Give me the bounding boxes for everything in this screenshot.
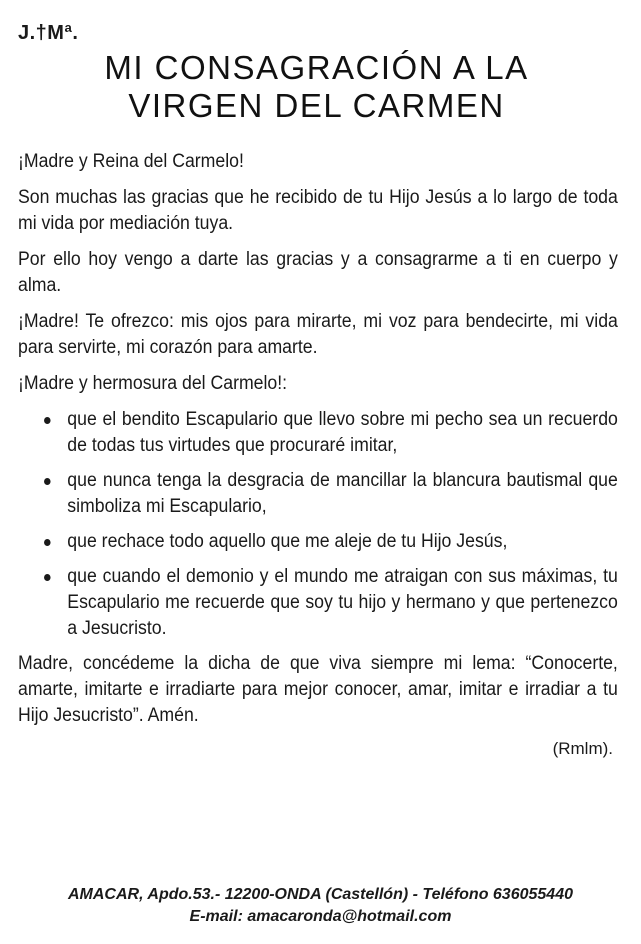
list-item [57,564,618,642]
list-item [57,407,618,459]
list-item [57,529,618,555]
paragraph-invocation: ¡Madre y Reina del Carmelo! [18,151,244,172]
footer-email: E-mail: amacaronda@hotmail.com [189,908,452,925]
list-item-text: que nunca tenga la desgracia de mancillar la blancura bautismal que simboliza mi Escapulario, [67,470,618,517]
paragraph-consagracion: Por ello hoy vengo a darte las gracias y a consagrarme a ti en cuerpo y alma. [18,249,618,296]
list-item-text: que rechace todo aquello que me aleje de tu Hijo Jesús, [67,531,508,552]
petition-list [18,407,618,642]
footer [0,884,641,928]
monogram: J.†Mª. [18,22,79,44]
list-item [57,468,618,520]
page-title [18,49,615,125]
title-line-1: MI CONSAGRACIÓN A LA [104,49,529,86]
bullet-dot-icon [44,539,51,546]
list-item-text: que el bendito Escapulario que llevo sobre mi pecho sea un recuerdo de todas tus virtudes que procuraré imitar, [67,409,618,456]
list-item-text: que cuando el demonio y el mundo me atraigan con sus máximas, tu Escapulario me recuerde que soy tu hijo y hermano y que pertenezco a Jesucristo. [67,566,618,639]
paragraph-gracias: Son muchas las gracias que he recibido de tu Hijo Jesús a lo largo de toda mi vida por mediación tuya. [18,187,618,234]
bullet-dot-icon [44,574,51,581]
signature: (Rmlm). [552,739,613,758]
paragraph-closing: Madre, concédeme la dicha de que viva siempre mi lema: “Conocerte, amarte, imitarte e irradiarte para mejor conocer, amar, imitar e irradiar a tu Hijo Jesucristo”. Amén. [18,653,618,726]
title-line-2: VIRGEN DEL CARMEN [128,87,505,124]
prayer-body [18,149,618,729]
bullet-dot-icon [44,478,51,485]
paragraph-hermosura: ¡Madre y hermosura del Carmelo!: [18,373,288,394]
footer-address: AMACAR, Apdo.53.- 12200-ONDA (Castellón) - Teléfono 636055440 [67,886,573,903]
bullet-dot-icon [44,417,51,424]
paragraph-ofrecimiento: ¡Madre! Te ofrezco: mis ojos para mirarte, mi voz para bendecirte, mi vida para servirte, mi corazón para amarte. [18,311,618,358]
